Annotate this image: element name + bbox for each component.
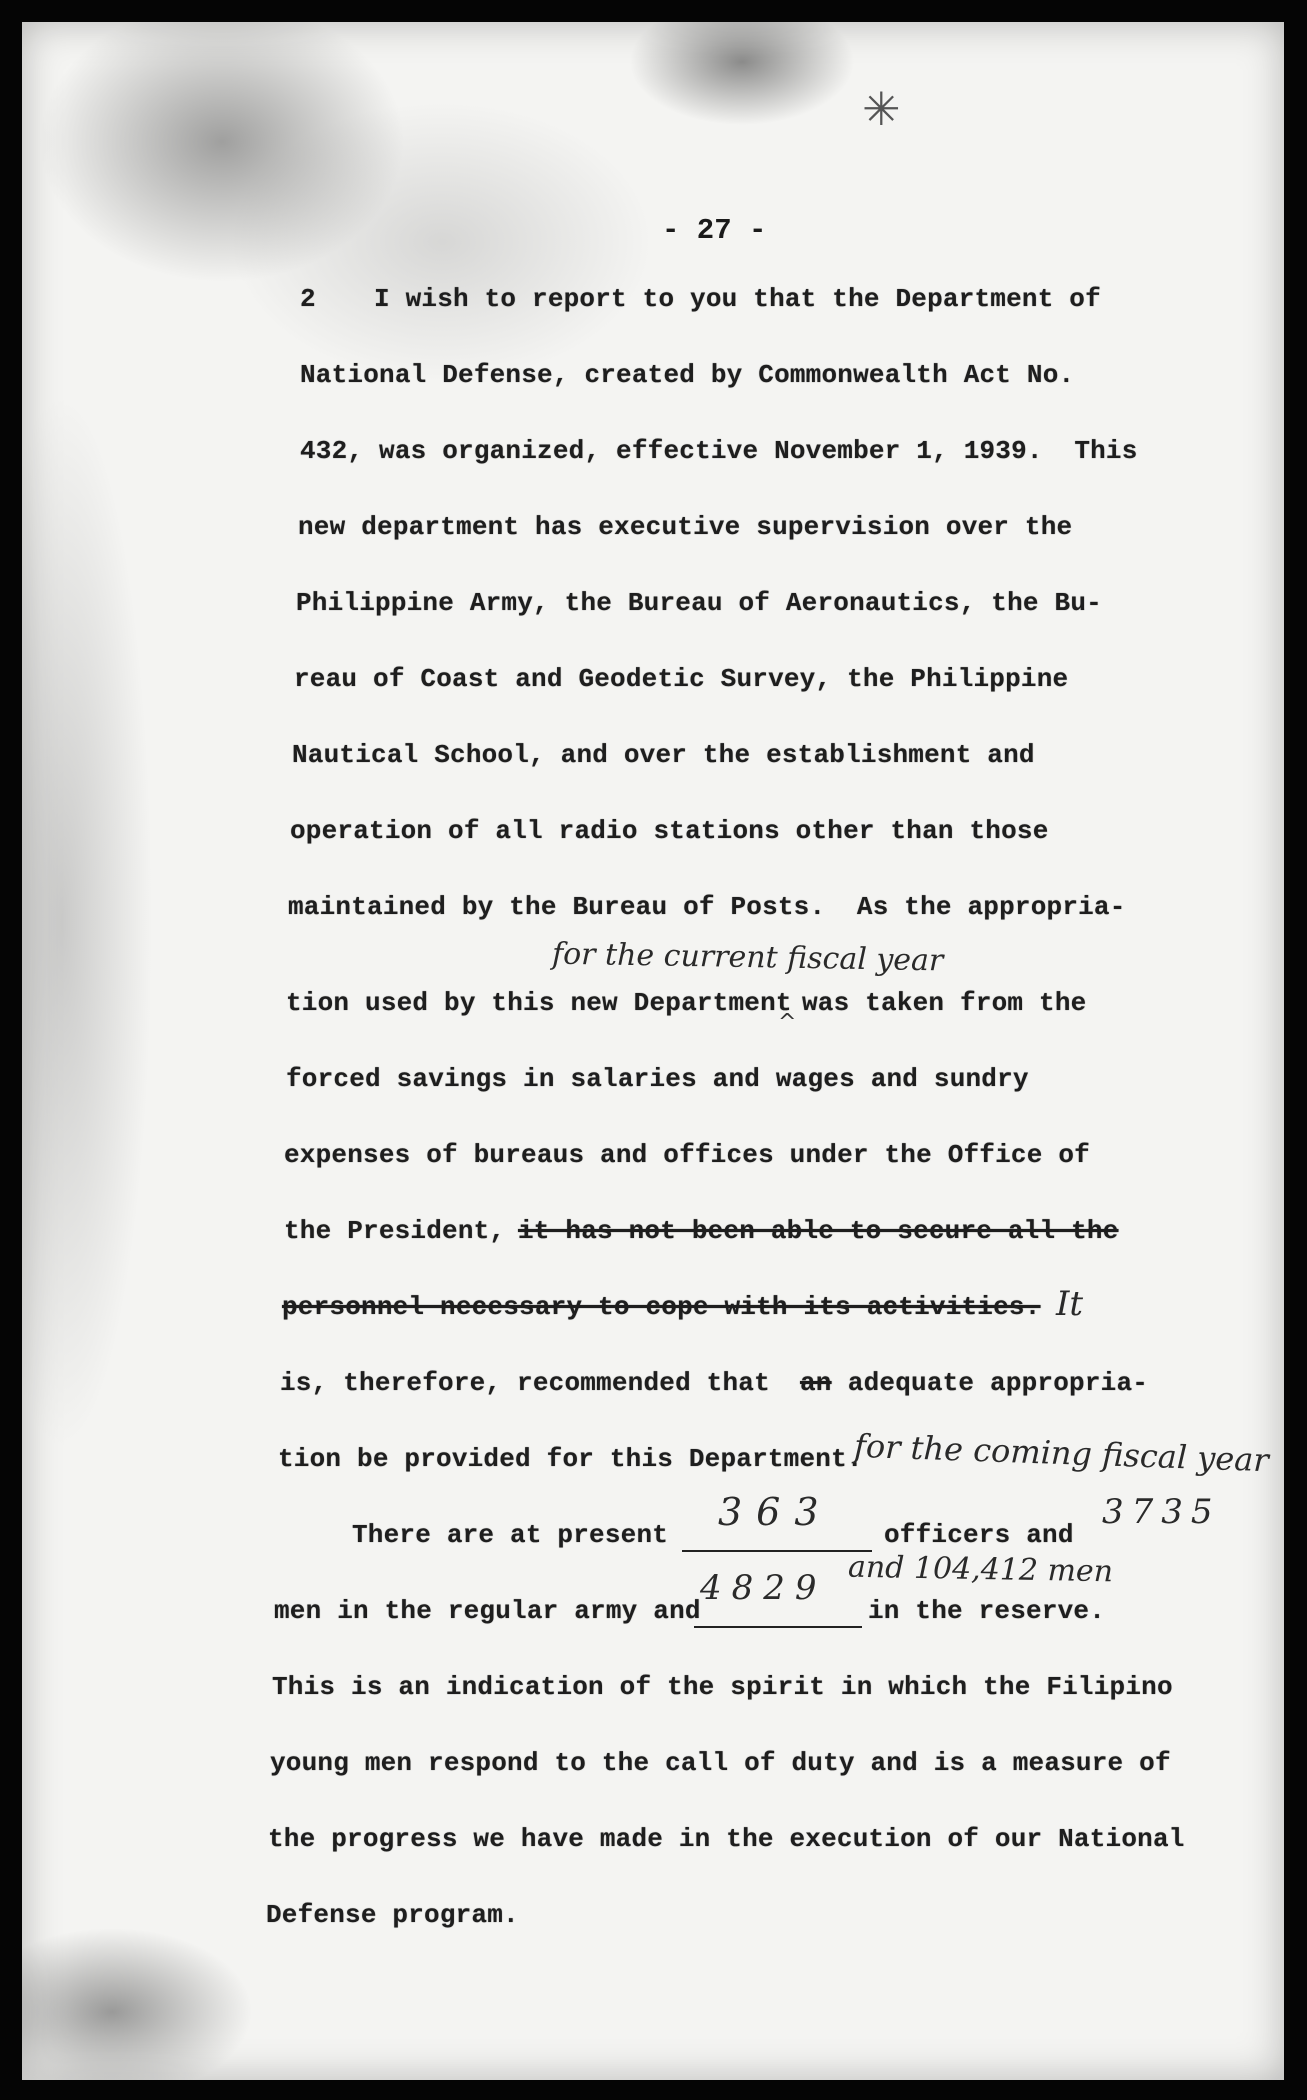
text-line-20: young men respond to the call of duty and is a measure of <box>270 1748 1171 1778</box>
page-number: - 27 - <box>662 214 767 247</box>
handwritten-officers-count: 363 <box>718 1490 833 1534</box>
text-line-16: tion be provided for this Department. <box>278 1444 863 1474</box>
handwritten-men-count: 3735 <box>1102 1492 1221 1532</box>
text-line-10b: was taken from the <box>802 988 1087 1018</box>
text-line-5: Philippine Army, the Bureau of Aeronautics, the Bu- <box>296 588 1102 618</box>
text-line-3: 432, was organized, effective November 1, 1939. This <box>300 436 1138 466</box>
text-line-13: the President, <box>284 1216 522 1246</box>
document-page <box>22 22 1284 2080</box>
text-line-7: Nautical School, and over the establishment and <box>292 740 1035 770</box>
reserve-blank <box>694 1626 862 1628</box>
text-line-8: operation of all radio stations other than those <box>290 816 1049 846</box>
handwritten-coming-fiscal-year: for the coming fiscal year <box>853 1426 1270 1480</box>
text-line-15b: adequate appropria- <box>832 1368 1149 1398</box>
struck-text-line-13: it has not been able to secure all the <box>518 1216 1119 1246</box>
text-line-11: forced savings in salaries and wages and sundry <box>286 1064 1029 1094</box>
text-line-18b: in the reserve. <box>868 1596 1106 1626</box>
struck-text-line-14: personnel necessary to cope with its activities. <box>282 1292 1041 1322</box>
handwritten-it: It <box>1056 1284 1084 1324</box>
insertion-caret: ^ <box>778 1010 797 1035</box>
text-line-22: Defense program. <box>266 1900 519 1930</box>
text-line-9: maintained by the Bureau of Posts. As the appropria- <box>288 892 1126 922</box>
text-line-18: men in the regular army and <box>274 1596 701 1626</box>
ink-blot: ✳ <box>862 82 901 136</box>
officers-blank <box>682 1550 872 1552</box>
paragraph-number: 2 <box>300 284 316 314</box>
text-line-2: National Defense, created by Commonwealth Act No. <box>300 360 1075 390</box>
text-line-4: new department has executive supervision over the <box>298 512 1073 542</box>
handwritten-current-fiscal-year: for the current fiscal year <box>551 936 944 979</box>
text-line-1: I wish to report to you that the Department of <box>374 284 1101 314</box>
handwritten-reserve-officers: 4829 <box>700 1568 827 1608</box>
text-line-12: expenses of bureaus and offices under the Office of <box>284 1140 1090 1170</box>
text-line-17b: officers and <box>884 1520 1074 1550</box>
handwritten-reserve-men: and 104,412 men <box>847 1549 1114 1590</box>
text-line-21: the progress we have made in the execution of our National <box>268 1824 1185 1854</box>
text-line-10: tion used by this new Department <box>286 988 792 1018</box>
text-line-19: This is an indication of the spirit in which the Filipino <box>272 1672 1173 1702</box>
text-line-6: reau of Coast and Geodetic Survey, the Philippine <box>294 664 1069 694</box>
struck-word-an: an <box>800 1368 832 1398</box>
text-line-15: is, therefore, recommended that <box>280 1368 786 1398</box>
text-line-17: There are at present <box>352 1520 669 1550</box>
